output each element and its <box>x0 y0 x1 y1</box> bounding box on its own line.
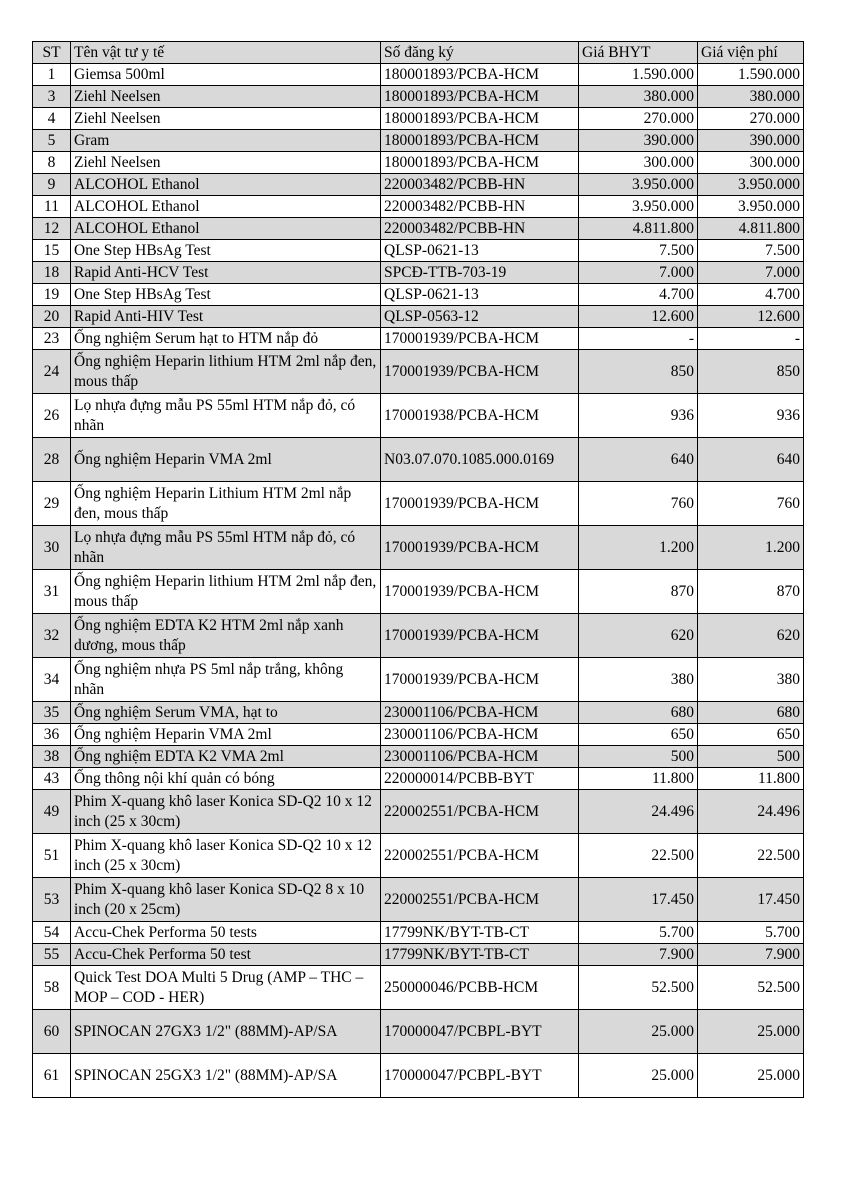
cell-fee: 936 <box>698 394 804 438</box>
cell-stt: 53 <box>33 878 71 922</box>
cell-name: Ống nghiệm Heparin lithium HTM 2ml nắp đen, mous thấp <box>71 350 381 394</box>
cell-name: Gram <box>71 130 381 152</box>
cell-bhyt: 3.950.000 <box>579 174 698 196</box>
cell-fee: 52.500 <box>698 966 804 1010</box>
cell-bhyt: 4.811.800 <box>579 218 698 240</box>
table-row <box>33 944 804 966</box>
cell-bhyt: 4.700 <box>579 284 698 306</box>
price-table <box>32 41 804 1098</box>
cell-name: Rapid Anti-HIV Test <box>71 306 381 328</box>
cell-fee: 7.000 <box>698 262 804 284</box>
cell-stt: 30 <box>33 526 71 570</box>
cell-reg: 170001939/PCBA-HCM <box>381 614 579 658</box>
cell-reg: 220003482/PCBB-HN <box>381 218 579 240</box>
cell-fee: 620 <box>698 614 804 658</box>
cell-fee: 25.000 <box>698 1054 804 1098</box>
cell-bhyt: 24.496 <box>579 790 698 834</box>
col-header-stt: ST <box>33 42 71 64</box>
cell-reg: 180001893/PCBA-HCM <box>381 108 579 130</box>
cell-stt: 49 <box>33 790 71 834</box>
cell-reg: QLSP-0563-12 <box>381 306 579 328</box>
cell-stt: 35 <box>33 702 71 724</box>
cell-bhyt: 17.450 <box>579 878 698 922</box>
cell-stt: 31 <box>33 570 71 614</box>
cell-name: Ziehl Neelsen <box>71 86 381 108</box>
cell-fee: - <box>698 328 804 350</box>
cell-stt: 9 <box>33 174 71 196</box>
cell-name: Phim X-quang khô laser Konica SD-Q2 10 x 12 inch (25 x 30cm) <box>71 790 381 834</box>
cell-name: Ống nghiệm Heparin lithium HTM 2ml nắp đen, mous thấp <box>71 570 381 614</box>
cell-bhyt: 650 <box>579 724 698 746</box>
cell-stt: 51 <box>33 834 71 878</box>
cell-bhyt: 25.000 <box>579 1010 698 1054</box>
cell-reg: 220000014/PCBB-BYT <box>381 768 579 790</box>
cell-stt: 61 <box>33 1054 71 1098</box>
cell-reg: 220002551/PCBA-HCM <box>381 790 579 834</box>
table-row <box>33 240 804 262</box>
cell-name: Quick Test DOA Multi 5 Drug (AMP – THC – MOP – COD - HER) <box>71 966 381 1010</box>
cell-reg: 170001939/PCBA-HCM <box>381 570 579 614</box>
table-row <box>33 174 804 196</box>
cell-reg: 220002551/PCBA-HCM <box>381 878 579 922</box>
table-row <box>33 262 804 284</box>
cell-fee: 3.950.000 <box>698 196 804 218</box>
cell-bhyt: 680 <box>579 702 698 724</box>
table-row <box>33 768 804 790</box>
cell-name: Accu-Chek Performa 50 tests <box>71 922 381 944</box>
cell-reg: 170001939/PCBA-HCM <box>381 328 579 350</box>
cell-bhyt: 7.000 <box>579 262 698 284</box>
cell-fee: 17.450 <box>698 878 804 922</box>
cell-bhyt: 5.700 <box>579 922 698 944</box>
cell-name: ALCOHOL Ethanol <box>71 218 381 240</box>
cell-name: Ống nghiệm Heparin VMA 2ml <box>71 438 381 482</box>
cell-fee: 5.700 <box>698 922 804 944</box>
table-row <box>33 196 804 218</box>
cell-name: ALCOHOL Ethanol <box>71 196 381 218</box>
table-row <box>33 108 804 130</box>
header-row <box>33 42 804 64</box>
table-row <box>33 570 804 614</box>
cell-reg: 170001939/PCBA-HCM <box>381 482 579 526</box>
table-row <box>33 614 804 658</box>
table-row <box>33 724 804 746</box>
cell-fee: 25.000 <box>698 1010 804 1054</box>
cell-reg: 180001893/PCBA-HCM <box>381 152 579 174</box>
cell-stt: 3 <box>33 86 71 108</box>
table-row <box>33 658 804 702</box>
table-row <box>33 834 804 878</box>
table-body <box>33 64 804 1098</box>
cell-reg: 230001106/PCBA-HCM <box>381 702 579 724</box>
table-row <box>33 438 804 482</box>
cell-bhyt: 11.800 <box>579 768 698 790</box>
cell-bhyt: 1.590.000 <box>579 64 698 86</box>
cell-reg: 170001939/PCBA-HCM <box>381 658 579 702</box>
cell-fee: 24.496 <box>698 790 804 834</box>
cell-reg: 180001893/PCBA-HCM <box>381 64 579 86</box>
cell-name: SPINOCAN 25GX3 1/2" (88MM)-AP/SA <box>71 1054 381 1098</box>
cell-fee: 22.500 <box>698 834 804 878</box>
cell-stt: 43 <box>33 768 71 790</box>
cell-stt: 11 <box>33 196 71 218</box>
col-header-name: Tên vật tư y tế <box>71 42 381 64</box>
table-row <box>33 1010 804 1054</box>
col-header-bhyt: Giá BHYT <box>579 42 698 64</box>
cell-bhyt: 500 <box>579 746 698 768</box>
cell-stt: 19 <box>33 284 71 306</box>
cell-bhyt: 390.000 <box>579 130 698 152</box>
cell-name: Ống nghiệm Serum hạt to HTM nắp đỏ <box>71 328 381 350</box>
cell-name: Ống thông nội khí quản có bóng <box>71 768 381 790</box>
cell-bhyt: 12.600 <box>579 306 698 328</box>
table-row <box>33 878 804 922</box>
table-row <box>33 966 804 1010</box>
table-row <box>33 922 804 944</box>
cell-bhyt: 870 <box>579 570 698 614</box>
cell-reg: 220003482/PCBB-HN <box>381 174 579 196</box>
cell-fee: 4.700 <box>698 284 804 306</box>
cell-stt: 55 <box>33 944 71 966</box>
table-row <box>33 306 804 328</box>
table-row <box>33 218 804 240</box>
cell-stt: 32 <box>33 614 71 658</box>
cell-reg: 220003482/PCBB-HN <box>381 196 579 218</box>
cell-name: Ống nghiệm EDTA K2 VMA 2ml <box>71 746 381 768</box>
cell-reg: N03.07.070.1085.000.0169 <box>381 438 579 482</box>
cell-stt: 15 <box>33 240 71 262</box>
cell-fee: 1.590.000 <box>698 64 804 86</box>
table-row <box>33 394 804 438</box>
cell-fee: 270.000 <box>698 108 804 130</box>
table-row <box>33 130 804 152</box>
cell-stt: 23 <box>33 328 71 350</box>
cell-name: Rapid Anti-HCV Test <box>71 262 381 284</box>
cell-bhyt: 300.000 <box>579 152 698 174</box>
cell-reg: 170001939/PCBA-HCM <box>381 526 579 570</box>
cell-stt: 38 <box>33 746 71 768</box>
cell-reg: 230001106/PCBA-HCM <box>381 746 579 768</box>
cell-fee: 870 <box>698 570 804 614</box>
cell-fee: 7.500 <box>698 240 804 262</box>
table-row <box>33 526 804 570</box>
cell-stt: 4 <box>33 108 71 130</box>
table-row <box>33 64 804 86</box>
cell-name: Ống nghiệm Heparin VMA 2ml <box>71 724 381 746</box>
cell-reg: 17799NK/BYT-TB-CT <box>381 922 579 944</box>
cell-stt: 18 <box>33 262 71 284</box>
table-row <box>33 482 804 526</box>
cell-stt: 12 <box>33 218 71 240</box>
cell-name: Ống nghiệm EDTA K2 HTM 2ml nắp xanh dương, mous thấp <box>71 614 381 658</box>
cell-bhyt: 7.900 <box>579 944 698 966</box>
cell-stt: 60 <box>33 1010 71 1054</box>
cell-reg: 170001938/PCBA-HCM <box>381 394 579 438</box>
cell-stt: 26 <box>33 394 71 438</box>
cell-name: One Step HBsAg Test <box>71 240 381 262</box>
cell-reg: 17799NK/BYT-TB-CT <box>381 944 579 966</box>
cell-fee: 640 <box>698 438 804 482</box>
cell-bhyt: 270.000 <box>579 108 698 130</box>
cell-fee: 12.600 <box>698 306 804 328</box>
cell-bhyt: 52.500 <box>579 966 698 1010</box>
cell-reg: 170000047/PCBPL-BYT <box>381 1010 579 1054</box>
cell-fee: 680 <box>698 702 804 724</box>
cell-stt: 58 <box>33 966 71 1010</box>
cell-reg: 250000046/PCBB-HCM <box>381 966 579 1010</box>
cell-stt: 24 <box>33 350 71 394</box>
cell-name: Ống nghiệm Serum VMA, hạt to <box>71 702 381 724</box>
cell-bhyt: - <box>579 328 698 350</box>
cell-name: ALCOHOL Ethanol <box>71 174 381 196</box>
table-row <box>33 1054 804 1098</box>
cell-stt: 28 <box>33 438 71 482</box>
cell-stt: 36 <box>33 724 71 746</box>
cell-fee: 390.000 <box>698 130 804 152</box>
cell-reg: QLSP-0621-13 <box>381 284 579 306</box>
cell-name: Phim X-quang khô laser Konica SD-Q2 10 x 12 inch (25 x 30cm) <box>71 834 381 878</box>
table-row <box>33 328 804 350</box>
col-header-fee: Giá viện phí <box>698 42 804 64</box>
cell-name: Lọ nhựa đựng mẫu PS 55ml HTM nắp đỏ, có nhãn <box>71 526 381 570</box>
cell-fee: 500 <box>698 746 804 768</box>
cell-fee: 850 <box>698 350 804 394</box>
cell-bhyt: 7.500 <box>579 240 698 262</box>
cell-name: Ziehl Neelsen <box>71 152 381 174</box>
cell-bhyt: 620 <box>579 614 698 658</box>
cell-stt: 20 <box>33 306 71 328</box>
cell-reg: SPCĐ-TTB-703-19 <box>381 262 579 284</box>
cell-stt: 54 <box>33 922 71 944</box>
cell-fee: 760 <box>698 482 804 526</box>
cell-bhyt: 936 <box>579 394 698 438</box>
cell-bhyt: 760 <box>579 482 698 526</box>
cell-name: Ziehl Neelsen <box>71 108 381 130</box>
cell-fee: 650 <box>698 724 804 746</box>
cell-name: Giemsa 500ml <box>71 64 381 86</box>
table-row <box>33 746 804 768</box>
cell-bhyt: 3.950.000 <box>579 196 698 218</box>
cell-fee: 4.811.800 <box>698 218 804 240</box>
cell-bhyt: 22.500 <box>579 834 698 878</box>
cell-fee: 11.800 <box>698 768 804 790</box>
cell-name: Ống nghiệm nhựa PS 5ml nắp trắng, không nhãn <box>71 658 381 702</box>
cell-name: Phim X-quang khô laser Konica SD-Q2 8 x 10 inch (20 x 25cm) <box>71 878 381 922</box>
cell-reg: 170000047/PCBPL-BYT <box>381 1054 579 1098</box>
table-row <box>33 790 804 834</box>
cell-name: Accu-Chek Performa 50 test <box>71 944 381 966</box>
cell-name: SPINOCAN 27GX3 1/2" (88MM)-AP/SA <box>71 1010 381 1054</box>
cell-name: Lọ nhựa đựng mẫu PS 55ml HTM nắp đỏ, có nhãn <box>71 394 381 438</box>
cell-stt: 34 <box>33 658 71 702</box>
cell-bhyt: 380.000 <box>579 86 698 108</box>
cell-reg: 230001106/PCBA-HCM <box>381 724 579 746</box>
cell-name: Ống nghiệm Heparin Lithium HTM 2ml nắp đen, mous thấp <box>71 482 381 526</box>
cell-stt: 5 <box>33 130 71 152</box>
cell-reg: 180001893/PCBA-HCM <box>381 130 579 152</box>
table-row <box>33 702 804 724</box>
col-header-reg: Số đăng ký <box>381 42 579 64</box>
cell-stt: 29 <box>33 482 71 526</box>
cell-fee: 3.950.000 <box>698 174 804 196</box>
cell-bhyt: 640 <box>579 438 698 482</box>
cell-name: One Step HBsAg Test <box>71 284 381 306</box>
cell-fee: 380 <box>698 658 804 702</box>
cell-reg: 180001893/PCBA-HCM <box>381 86 579 108</box>
table-row <box>33 350 804 394</box>
cell-bhyt: 380 <box>579 658 698 702</box>
cell-fee: 300.000 <box>698 152 804 174</box>
cell-reg: 170001939/PCBA-HCM <box>381 350 579 394</box>
cell-bhyt: 1.200 <box>579 526 698 570</box>
table-row <box>33 284 804 306</box>
cell-stt: 8 <box>33 152 71 174</box>
cell-reg: 220002551/PCBA-HCM <box>381 834 579 878</box>
cell-fee: 1.200 <box>698 526 804 570</box>
cell-fee: 380.000 <box>698 86 804 108</box>
cell-bhyt: 25.000 <box>579 1054 698 1098</box>
cell-fee: 7.900 <box>698 944 804 966</box>
table-row <box>33 152 804 174</box>
table-row <box>33 86 804 108</box>
cell-stt: 1 <box>33 64 71 86</box>
cell-reg: QLSP-0621-13 <box>381 240 579 262</box>
cell-bhyt: 850 <box>579 350 698 394</box>
